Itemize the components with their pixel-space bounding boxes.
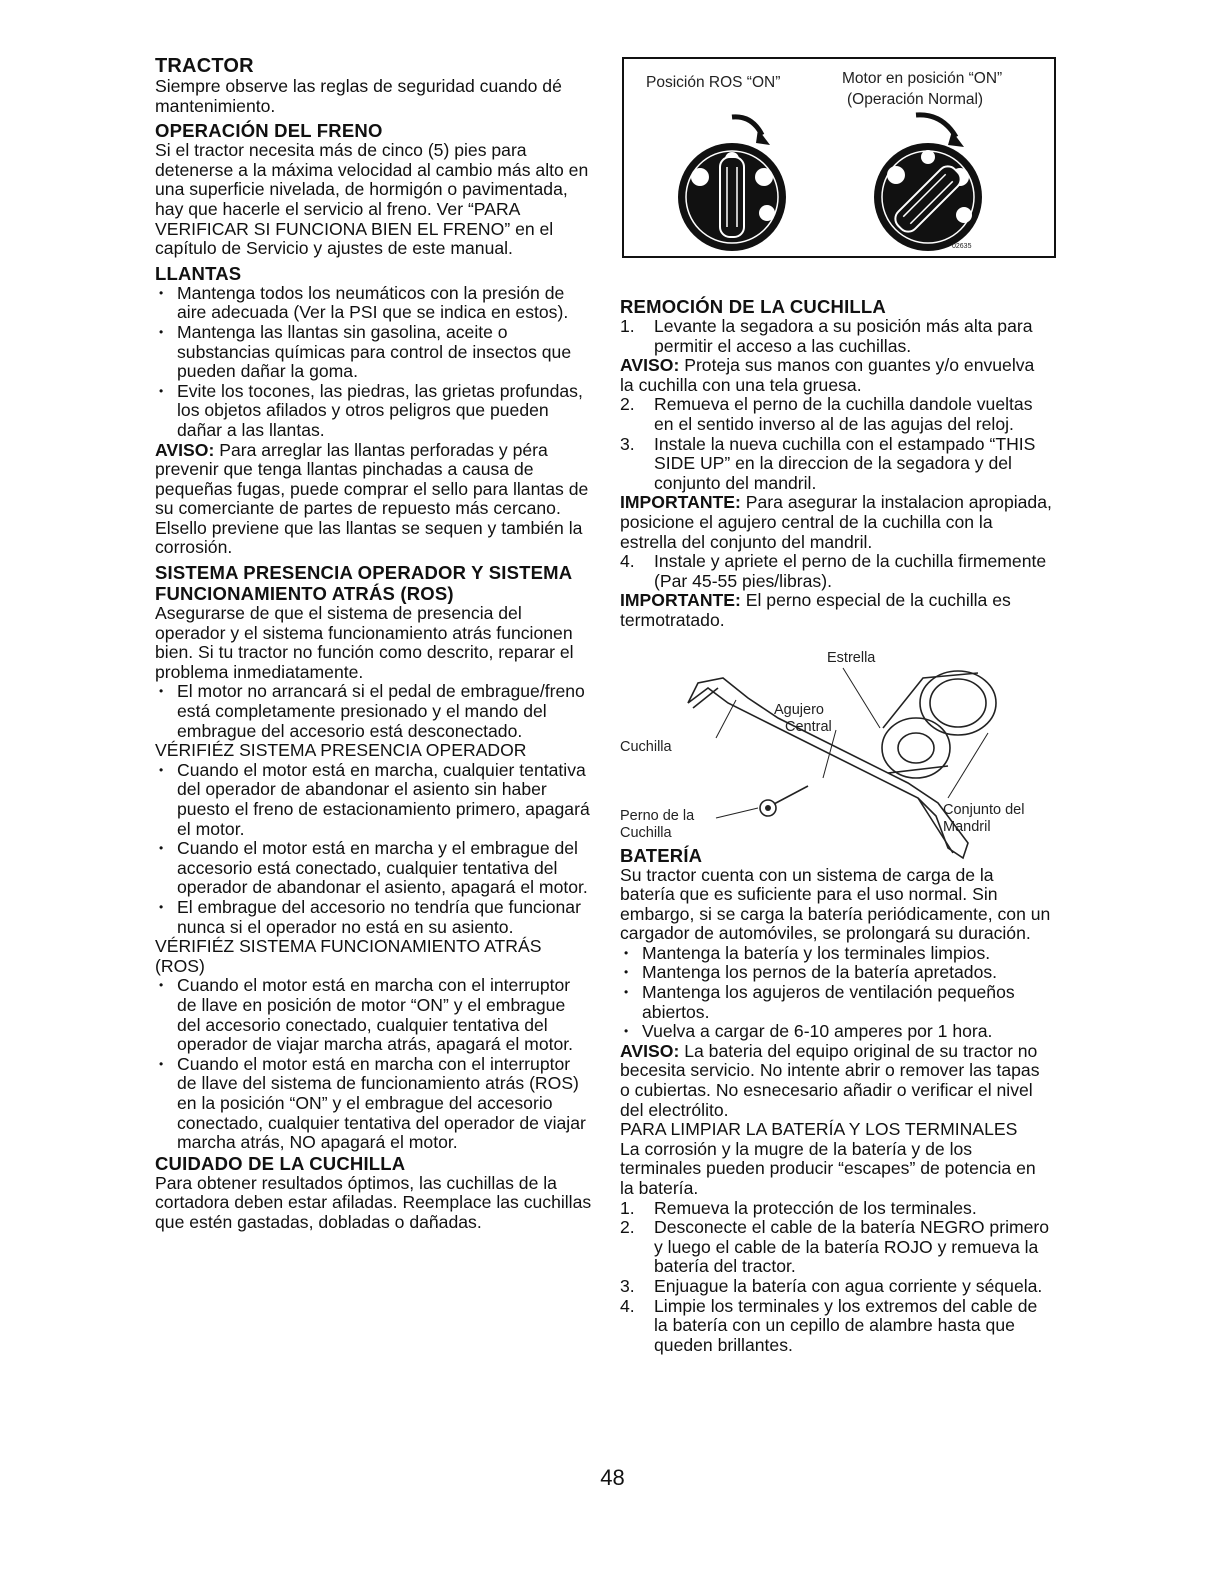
list-item: • Cuando el motor está en marcha con el interruptor de llave del sistema de funcionamiento atrás (ROS) en la posición “ON” y el embrague del accesorio conectado, cualquier tentativa del operador de viajar marcha atrás, NO apagará el motor. [155, 1055, 593, 1153]
ros-sub1-list [155, 761, 593, 937]
list-item: 1. Remueva la protección de los terminales. [620, 1197, 977, 1218]
list-item: • El motor no arrancará si el pedal de embrague/freno está completamente presionado y el mando del embrague del accesorio está desconectado. [155, 682, 593, 741]
list-item: • Mantenga la batería y los terminales limpios. [620, 944, 1052, 964]
list-item: 1. Levante la segadora a su posición más alta para permitir el acceso a las cuchillas. [620, 316, 1033, 356]
importante-label: IMPORTANTE: [620, 590, 741, 611]
ros-on-label: Posición ROS “ON” [646, 74, 781, 91]
bateria-text: Su tractor cuenta con un sistema de carga de la batería que es suficiente para el uso normal. Sin embargo, si se carga la batería periódicamente, con un cargador de automóviles, se prolongará su duración. [620, 864, 1051, 944]
llantas-aviso [155, 441, 593, 559]
step-text: Remueva el perno de la cuchilla dandole vueltas en el sentido inverso al de las agujas del reloj. [654, 394, 1033, 434]
list-item: 4. Limpie los terminales y los extremos del cable de la batería con un cepillo de alambre hasta que queden brillantes. [620, 1295, 1038, 1355]
importante-text: Para asegurar la instalacion apropiada, posicione el agujero central de la cuchilla con la estrella del conjunto del mandril. [620, 492, 1052, 552]
remocion-aviso [620, 356, 1052, 395]
cuchilla-label: Cuchilla [620, 739, 672, 755]
list-item: 2. Remueva el perno de la cuchilla dandole vueltas en el sentido inverso al de las agujas del reloj. [620, 394, 1033, 434]
bateria-heading: BATERÍA [620, 844, 703, 866]
operacion-normal-label: (Operación Normal) [847, 91, 984, 108]
motor-key-switch-icon [856, 107, 1006, 257]
ros-sub2: VÉRIFIÉZ SISTEMA FUNCIONAMIENTO ATRÁS (ROS) [155, 936, 542, 976]
estrella-label: Estrella [827, 650, 876, 666]
blade-assembly-figure [618, 648, 1054, 873]
ros-text: Asegurarse de que el sistema de presencia del operador y el sistema funcionamiento atrás funcionen bien. Si tu tractor no función como descrito, reparar el problema inmediatamente. [155, 603, 574, 682]
list-item: 3. Instale la nueva cuchilla con el estampado “THIS SIDE UP” en la direccion de la segadora y del conjunto del mandril. [620, 433, 1036, 493]
aviso-label: AVISO: [155, 439, 215, 460]
ros-key-switch-icon [662, 107, 812, 257]
list-item: • Vuelva a cargar de 6-10 amperes por 1 hora. [620, 1022, 1052, 1042]
aviso-text: Proteja sus manos con guantes y/o envuelva la cuchilla con una tela gruesa. [620, 355, 1035, 395]
list-item: • Mantenga todos los neumáticos con la presión de aire adecuada (Ver la PSI que se indica en estos). [155, 284, 593, 323]
bateria-aviso [620, 1042, 1052, 1120]
step-text: Instale la nueva cuchilla con el estampado “THIS SIDE UP” en la direccion de la segadora y del conjunto del mandril. [654, 433, 1036, 493]
list-item: • Mantenga los agujeros de ventilación pequeños abiertos. [620, 983, 1052, 1022]
list-item: • Cuando el motor está en marcha con el interruptor de llave en posición de motor “ON” y el embrague del accesorio conectado, cualquier tentativa del operador de viajar marcha atrás, apagará el motor. [155, 976, 593, 1054]
aviso-label: AVISO: [620, 1040, 680, 1061]
figure-code: 02635 [952, 243, 972, 250]
bateria-sub-text: La corrosión y la mugre de la batería y de los terminales pueden producir “escapes” de potencia en la batería. [620, 1138, 1036, 1198]
llantas-list [155, 284, 593, 441]
aviso-text: Para arreglar las llantas perforadas y péra prevenir que tenga llantas pinchadas a causa de pequeñas fugas, puede comprar el sello para llantas de su comerciante de partes de repuesto más cercano. Elsello previene que las llantas se sequen y también la corrosión. [155, 439, 589, 558]
remocion-heading: REMOCIÓN DE LA CUCHILLA [620, 296, 886, 317]
ros-list [155, 682, 593, 741]
perno-label: Perno de la [620, 808, 695, 824]
list-item: 4. Instale y apriete el perno de la cuchilla firmemente (Par 45-55 pies/libras). [620, 551, 1047, 591]
list-item: • El embrague del accesorio no tendría que funcionar nunca si el operador no está en su asiento. [155, 898, 593, 937]
importante-label: IMPORTANTE: [620, 492, 741, 513]
step-text: Limpie los terminales y los extremos del cable de la batería con un cepillo de alambre hasta que queden brillantes. [654, 1295, 1038, 1355]
list-item: • Cuando el motor está en marcha y el embrague del accesorio está conectado, cualquier tentativa del operador de abandonar el asiento, apagará el motor. [155, 839, 593, 898]
perno-cuchilla-label: Cuchilla [620, 825, 672, 841]
mandril-label: Mandril [943, 819, 991, 835]
ros-sub1: VÉRIFIÉZ SISTEMA PRESENCIA OPERADOR [155, 740, 527, 761]
cuchilla-text: Para obtener resultados óptimos, las cuchillas de la cortadora deben estar afiladas. Reemplace las cuchillas que estén gastadas, dobladas o dañadas. [155, 1172, 592, 1232]
tractor-heading: TRACTOR [155, 55, 254, 77]
importante-1 [620, 493, 1052, 552]
bateria-list [620, 944, 1052, 1042]
motor-on-label: Motor en posición “ON” [842, 70, 1003, 87]
central-label: Central [785, 719, 832, 735]
tractor-text: Siempre observe las reglas de seguridad cuando dé mantenimiento. [155, 76, 562, 116]
step-text: Instale y apriete el perno de la cuchilla firmemente (Par 45-55 pies/libras). [654, 551, 1047, 591]
llantas-heading: LLANTAS [155, 262, 242, 284]
list-item: • Cuando el motor está en marcha, cualquier tentativa del operador de abandonar el asiento sin haber puesto el freno de estacionamiento primero, apagará el motor. [155, 761, 593, 839]
list-item: • Mantenga los pernos de la batería apretados. [620, 963, 1052, 983]
step-text: Desconecte el cable de la batería NEGRO primero y luego el cable de la batería ROJO y remueva la batería del tractor. [654, 1217, 1050, 1277]
list-item: 2. Desconecte el cable de la batería NEGRO primero y luego el cable de la batería ROJO y remueva la batería del tractor. [620, 1217, 1050, 1277]
left-column [155, 55, 593, 1232]
importante-2 [620, 591, 1052, 630]
agujero-label: Agujero [774, 702, 824, 718]
list-item: 3. Enjuague la batería con agua corriente y séquela. [620, 1275, 1043, 1296]
ros-key-figure [622, 57, 1056, 258]
page-number: 48 [600, 1465, 625, 1490]
list-item: • Mantenga las llantas sin gasolina, aceite o substancias químicas para control de insectos que pueden dañar la goma. [155, 323, 593, 382]
blade-diagram-icon [618, 648, 1054, 873]
importante-text: El perno especial de la cuchilla es termotratado. [620, 590, 1011, 630]
step-text: Levante la segadora a su posición más alta para permitir el acceso a las cuchillas. [654, 316, 1033, 356]
bateria-sub: PARA LIMPIAR LA BATERÍA Y LOS TERMINALES [620, 1119, 1018, 1140]
freno-heading: OPERACIÓN DEL FRENO [155, 120, 383, 142]
ros-sub2-list [155, 976, 593, 1152]
aviso-text: La bateria del equipo original de su tractor no becesita servicio. No intente abrir o remover las tapas o cubiertas. No esnecesario añadir o verificar el nivel del electrólito. [620, 1040, 1040, 1120]
remocion-steps-3 [620, 552, 1052, 591]
bateria-steps [620, 1199, 1052, 1356]
freno-text: Si el tractor necesita más de cinco (5) pies para detenerse a la máxima velocidad al cambio más alto en una superficie nivelada, de hormigón o pavimentada, hay que hacerle el servicio al freno. Ver “PARA VERIFICAR SI FUNCIONA BIEN EL FRENO” en el capítulo de Servicio y ajustes de este manual. [155, 140, 589, 259]
list-item: • Evite los tocones, las piedras, las grietas profundas, los objetos afilados y otros peligros que pueden dañar a las llantas. [155, 382, 593, 441]
aviso-label: AVISO: [620, 355, 680, 376]
step-text: Enjuague la batería con agua corriente y séquela. [654, 1275, 1043, 1296]
cuchilla-heading: CUIDADO DE LA CUCHILLA [155, 1152, 406, 1174]
ros-heading: SISTEMA PRESENCIA OPERADOR Y SISTEMA FUNCIONAMIENTO ATRÁS (ROS) [155, 562, 572, 605]
remocion-steps-2 [620, 395, 1052, 493]
remocion-steps-1 [620, 317, 1052, 356]
step-text: Remueva la protección de los terminales. [654, 1197, 977, 1218]
conjunto-label: Conjunto del [943, 802, 1025, 818]
